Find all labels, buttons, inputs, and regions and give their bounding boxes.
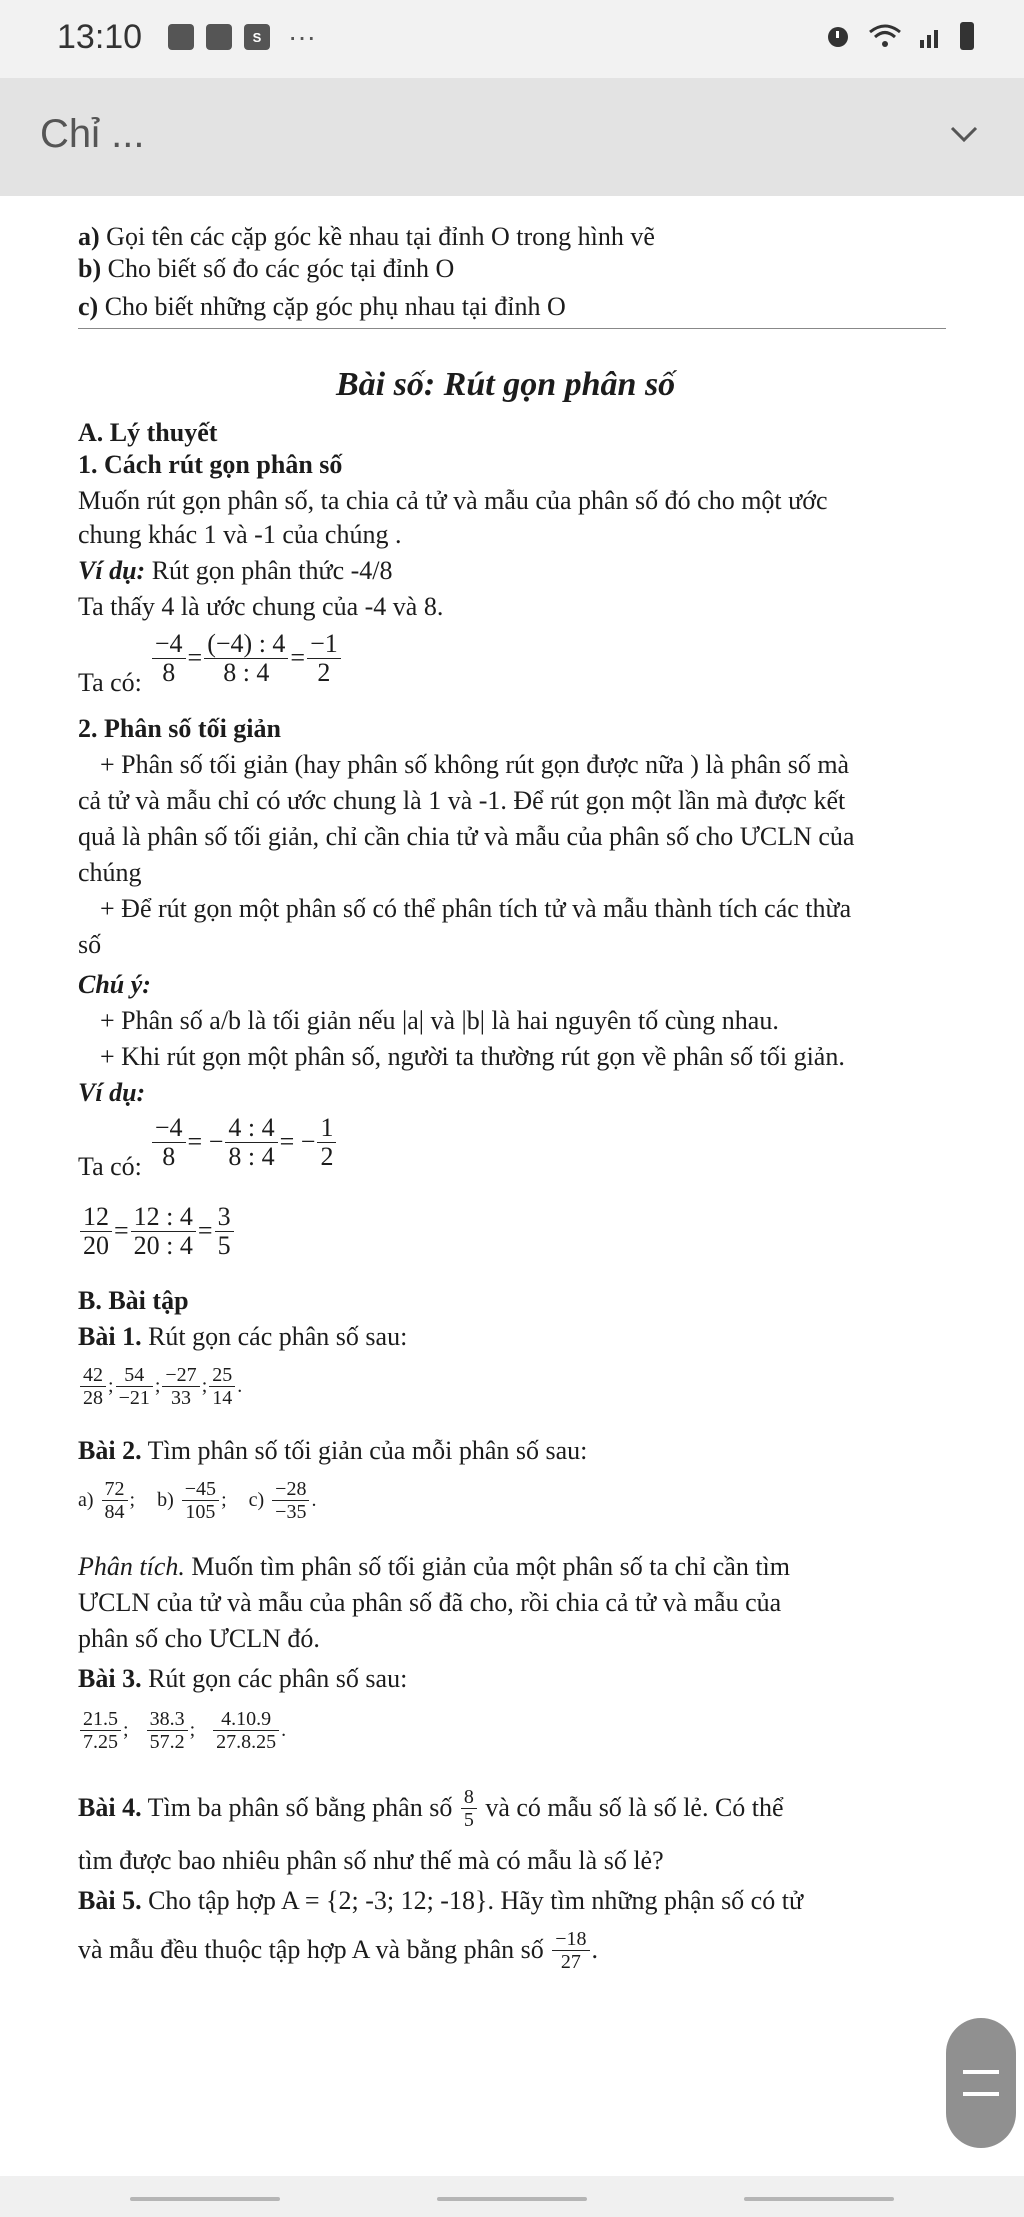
chevron-down-icon[interactable] — [944, 118, 984, 148]
analysis-line3: phân số cho ƯCLN đó. — [78, 1624, 320, 1653]
status-right-icons — [824, 22, 974, 50]
news-icon — [206, 24, 232, 50]
s2-paragraph-line1: + Phân số tối giản (hay phân số không rút gọn được nữa ) là phân số mà — [100, 750, 850, 779]
bai3-fractions: $\frac{21.5}{7.25}$ ; $\frac{38.3}{57.2}$ ; $\frac{4.10.9}{27.8.25}$ . — [78, 1700, 286, 1760]
example-line: Ví dụ: Rút gọn phân thức -4/8 — [78, 556, 393, 585]
bai1-line: Bài 1. Rút gọn các phân số sau: — [78, 1322, 408, 1351]
bai4-line: Bài 4. Tìm ba phân số bằng phân số $\frac{8}{5}$ và có mẫu số là số lẻ. Có thể — [78, 1785, 784, 1831]
bai4-line2: tìm được bao nhiêu phân số như thế mà có mẫu là số lẻ? — [78, 1846, 664, 1875]
note-line1: + Phân số a/b là tối giản nếu |a| và |b| là hai nguyên tố cùng nhau. — [100, 1006, 779, 1035]
bai1-fractions: $\frac{42}{28}$ ; $\frac{54}{-21}$ ; $\frac{-27}{33}$ ; $\frac{25}{14}$ . — [78, 1356, 242, 1416]
nav-recents-icon[interactable] — [130, 2197, 280, 2201]
bai5-line: Bài 5. Cho tập hợp A = {2; -3; 12; -18}. Hãy tìm những phận số có tử — [78, 1886, 804, 1915]
document-title: Chỉ ... — [40, 112, 145, 156]
s2-paragraph-line2: cả tử và mẫu chỉ có ước chung là 1 và -1. Để rút gọn một lần mà được kết — [78, 786, 846, 815]
bai2-line: Bài 2. Tìm phân số tối giản của mỗi phân số sau: — [78, 1436, 588, 1465]
s2-paragraph-line6: số — [78, 930, 102, 959]
s1-paragraph-line1: Muốn rút gọn phân số, ta chia cả tử và mẫu của phân số đó cho một ước — [78, 486, 828, 515]
status-time: 13:10 — [57, 18, 143, 56]
navigation-bar — [0, 2176, 1024, 2217]
fraction-formula-3: $\frac{12}{20}$ = $\frac{12 : 4}{20 : 4}$ = $\frac{3}{5}$ — [78, 1196, 236, 1266]
analysis-line2: ƯCLN của tử và mẫu của phân số đã cho, rồi chia cả tử và mẫu của — [78, 1588, 782, 1617]
signal-icon — [918, 22, 944, 50]
status-left-icons — [168, 21, 316, 52]
fast-scroll-handle[interactable] — [946, 2018, 1016, 2148]
prev-item-a: a) Gọi tên các cặp góc kề nhau tại đỉnh O trong hình vẽ — [78, 222, 655, 251]
drag-handle-icon — [963, 2070, 999, 2096]
section-a-title: A. Lý thuyết — [78, 418, 218, 447]
s2-paragraph-line3: quả là phân số tối giản, chỉ cần chia tử và mẫu của phân số cho ƯCLN của — [78, 822, 855, 851]
document-page — [0, 196, 1024, 2176]
prev-item-c: c) Cho biết những cặp góc phụ nhau tại đỉnh O — [78, 292, 566, 321]
analysis-line1: Phân tích. Muốn tìm phân số tối giản của một phân số ta chỉ cần tìm — [78, 1552, 790, 1581]
section-b-title: B. Bài tập — [78, 1286, 189, 1315]
alarm-icon — [824, 22, 852, 50]
subsection-1-title: 1. Cách rút gọn phân số — [78, 450, 343, 479]
example-line2: Ta thấy 4 là ước chung của -4 và 8. — [78, 592, 444, 621]
wifi-icon — [868, 22, 902, 50]
bai3-line: Bài 3. Rút gọn các phân số sau: — [78, 1664, 408, 1693]
nav-home-icon[interactable] — [437, 2197, 587, 2201]
app-bar — [0, 78, 1024, 196]
subsection-2-title: 2. Phân số tối giản — [78, 714, 281, 743]
battery-icon — [960, 22, 974, 50]
bai2-fractions: a) $\frac{72}{84}$ ; b) $\frac{-45}{105}$ ; c) $\frac{-28}{-35}$ . — [78, 1477, 317, 1523]
note-line2: + Khi rút gọn một phân số, người ta thường rút gọn về phân số tối giản. — [100, 1042, 845, 1071]
gallery-icon — [168, 24, 194, 50]
example2-label: Ví dụ: — [78, 1078, 146, 1107]
fraction-formula-1: Ta có: $\frac{-4}{8}$ = $\frac{(-4) : 4}{8 : 4}$ = $\frac{-1}{2}$ — [78, 618, 343, 698]
divider — [78, 328, 946, 329]
s2-paragraph-line5: + Để rút gọn một phân số có thể phân tích tử và mẫu thành tích các thừa — [100, 894, 852, 923]
nav-back-icon[interactable] — [744, 2197, 894, 2201]
status-bar — [0, 0, 1024, 78]
s-app-icon: S — [244, 24, 270, 50]
s1-paragraph-line2: chung khác 1 và -1 của chúng . — [78, 520, 402, 549]
fraction-formula-2: Ta có: $\frac{-4}{8}$ = − $\frac{4 : 4}{8 : 4}$ = − $\frac{1}{2}$ — [78, 1102, 338, 1182]
prev-item-b: b) Cho biết số đo các góc tại đỉnh O — [78, 254, 455, 283]
note-label: Chú ý: — [78, 970, 151, 999]
s2-paragraph-line4: chúng — [78, 858, 142, 887]
more-notifications-icon: ··· — [288, 21, 316, 52]
bai5-line2: và mẫu đều thuộc tập hợp A và bằng phân số $\frac{-18}{27}$ . — [78, 1927, 599, 1973]
section-heading: Bài số: Rút gọn phân số — [336, 366, 676, 403]
